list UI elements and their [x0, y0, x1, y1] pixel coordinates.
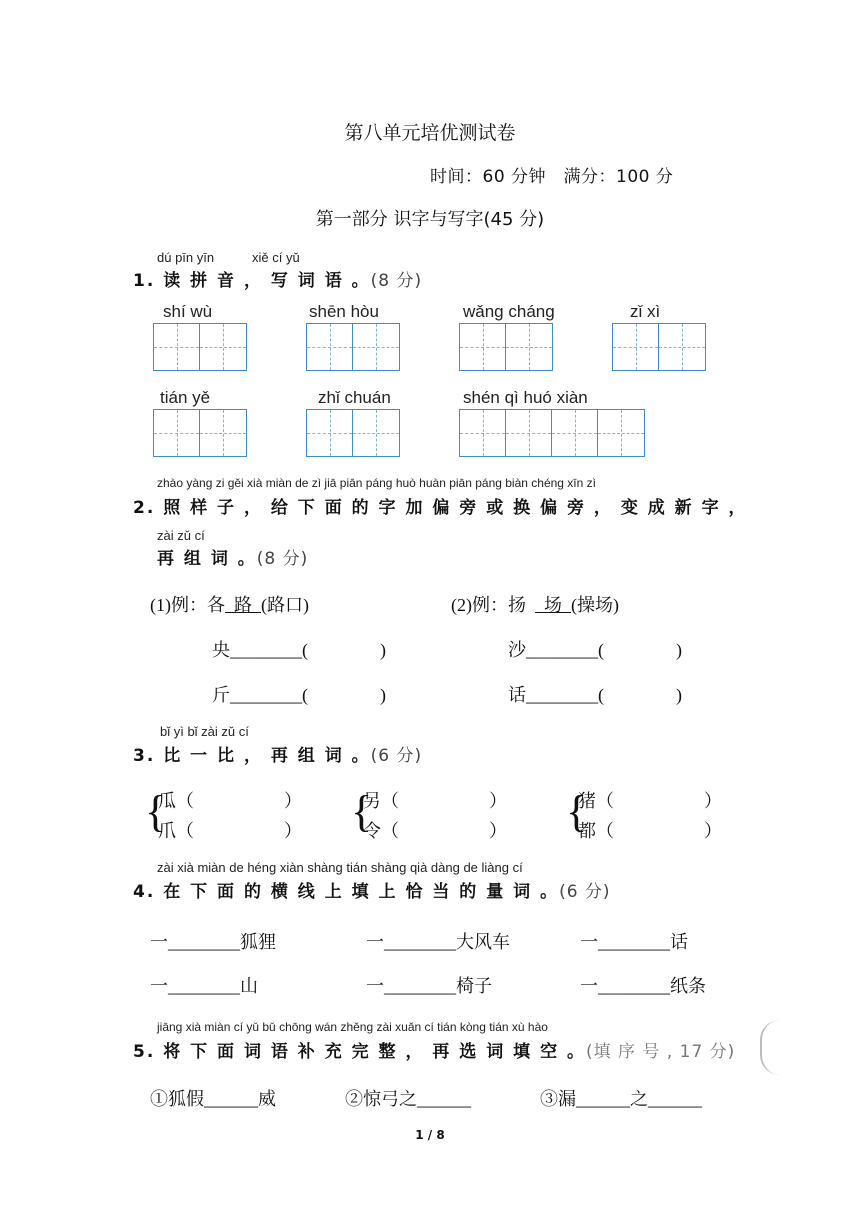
q2-pinyin: zhào yàng zi gěi xià miàn de zì jiā piān páng huò huàn piān páng biàn chéng xīn zì — [157, 476, 596, 490]
q1-word-pinyin: tián yě — [160, 388, 211, 407]
q2-pinyin-2: zài zǔ cí — [157, 528, 205, 543]
q1-word-pinyin: zhǐ chuán — [318, 388, 391, 407]
q5-pinyin: jiāng xià miàn cí yǔ bǔ chōng wán zhěng zài xuǎn cí tián kòng tián xù hào — [157, 1020, 548, 1034]
q2-heading: 2. 照 样 子 ， 给 下 面 的 字 加 偏 旁 或 换 偏 旁 ， 变 成 新 字 ， — [133, 498, 748, 518]
q3-pair-item[interactable]: 令（ ） — [363, 821, 507, 841]
example-suffix: (路口) — [261, 595, 309, 615]
q4-heading — [133, 877, 611, 902]
q2-text2: 再 组 词 。 — [157, 549, 257, 569]
page-title: 第八单元培优测试卷 — [344, 122, 516, 144]
page-number: 1 / 8 — [415, 1128, 445, 1142]
q1-word-pinyin: shén qì huó xiàn — [463, 388, 588, 407]
q2-item[interactable]: 斤________( ) — [212, 685, 386, 705]
q3-pinyin: bǐ yì bǐ zài zǔ cí — [160, 724, 249, 739]
q4-item[interactable]: 一________话 — [580, 932, 688, 952]
q3-text: 3. 比 一 比 ， 再 组 词 。 — [133, 746, 371, 766]
example-suffix: (操场) — [571, 595, 619, 615]
q4-item[interactable]: 一________椅子 — [366, 976, 492, 996]
brace: { — [566, 787, 588, 836]
q5-score: (填 序 号 , 17 分) — [585, 1042, 736, 1062]
part-heading: 第一部分 识字与写字(45 分) — [315, 209, 545, 230]
q3-score: (6 分) — [370, 746, 423, 766]
writing-grid[interactable] — [306, 323, 400, 371]
q3-pair-item[interactable]: 另（ ） — [363, 791, 507, 811]
q5-item[interactable]: ②惊弓之______ — [345, 1089, 471, 1109]
q2-item[interactable]: 沙________( ) — [508, 640, 682, 660]
q4-item[interactable]: 一________狐狸 — [150, 932, 276, 952]
brace: { — [145, 787, 167, 836]
q1-pinyin-2: xiě cí yǔ — [252, 250, 300, 265]
q1-word-pinyin: shēn hòu — [309, 302, 379, 321]
q1-word-pinyin: shí wù — [163, 302, 213, 321]
q4-text: 4. 在 下 面 的 横 线 上 填 上 恰 当 的 量 词 。 — [133, 882, 560, 902]
q1-word-pinyin: wǎng cháng — [463, 302, 555, 321]
example-answer: 场 — [544, 595, 562, 615]
exam-meta: 时间：60 分钟 满分：100 分 — [430, 167, 674, 187]
q1-heading — [133, 266, 422, 291]
q3-pair-item[interactable]: 猪（ ） — [578, 791, 722, 811]
q5-item[interactable]: ③漏______之______ — [540, 1089, 702, 1109]
q3-pair-item[interactable]: 瓜（ ） — [158, 791, 302, 811]
writing-grid[interactable] — [153, 409, 247, 457]
brace: { — [351, 787, 373, 836]
q2-item[interactable]: 话________( ) — [508, 685, 682, 705]
q2-example-2 — [451, 591, 619, 617]
example-prefix: (2)例：扬 — [451, 595, 526, 615]
q3-heading — [133, 741, 422, 766]
q5-item[interactable]: ①狐假______威 — [150, 1089, 276, 1109]
q5-heading — [133, 1037, 735, 1062]
writing-grid[interactable] — [306, 409, 400, 457]
q4-item[interactable]: 一________大风车 — [366, 932, 510, 952]
q4-score: (6 分) — [559, 882, 611, 902]
writing-grid[interactable] — [612, 323, 706, 371]
writing-grid[interactable] — [459, 323, 553, 371]
example-answer: 路 — [234, 595, 252, 615]
q2-score: (8 分) — [256, 549, 309, 569]
q3-pair-item[interactable]: 爪（ ） — [158, 821, 302, 841]
side-decoration — [760, 1020, 805, 1075]
q4-pinyin: zài xià miàn de héng xiàn shàng tián shàng qià dàng de liàng cí — [157, 860, 523, 875]
q3-pair-item[interactable]: 都（ ） — [578, 821, 722, 841]
q4-item[interactable]: 一________山 — [150, 976, 258, 996]
q5-text: 5. 将 下 面 词 语 补 充 完 整 ， 再 选 词 填 空 。 — [133, 1042, 586, 1062]
example-prefix: (1)例：各 — [150, 595, 225, 615]
q2-example-1 — [150, 591, 309, 617]
q1-text: 1. 读 拼 音 ， 写 词 语 。 — [133, 271, 371, 291]
q2-heading-2 — [157, 544, 308, 569]
q1-score: (8 分) — [370, 271, 423, 291]
q4-item[interactable]: 一________纸条 — [580, 976, 706, 996]
q1-word-pinyin: zǐ xì — [630, 302, 661, 321]
q2-item[interactable]: 央________( ) — [212, 640, 386, 660]
q1-pinyin-1: dú pīn yīn — [157, 250, 215, 265]
writing-grid[interactable] — [153, 323, 247, 371]
writing-grid[interactable] — [459, 409, 645, 457]
